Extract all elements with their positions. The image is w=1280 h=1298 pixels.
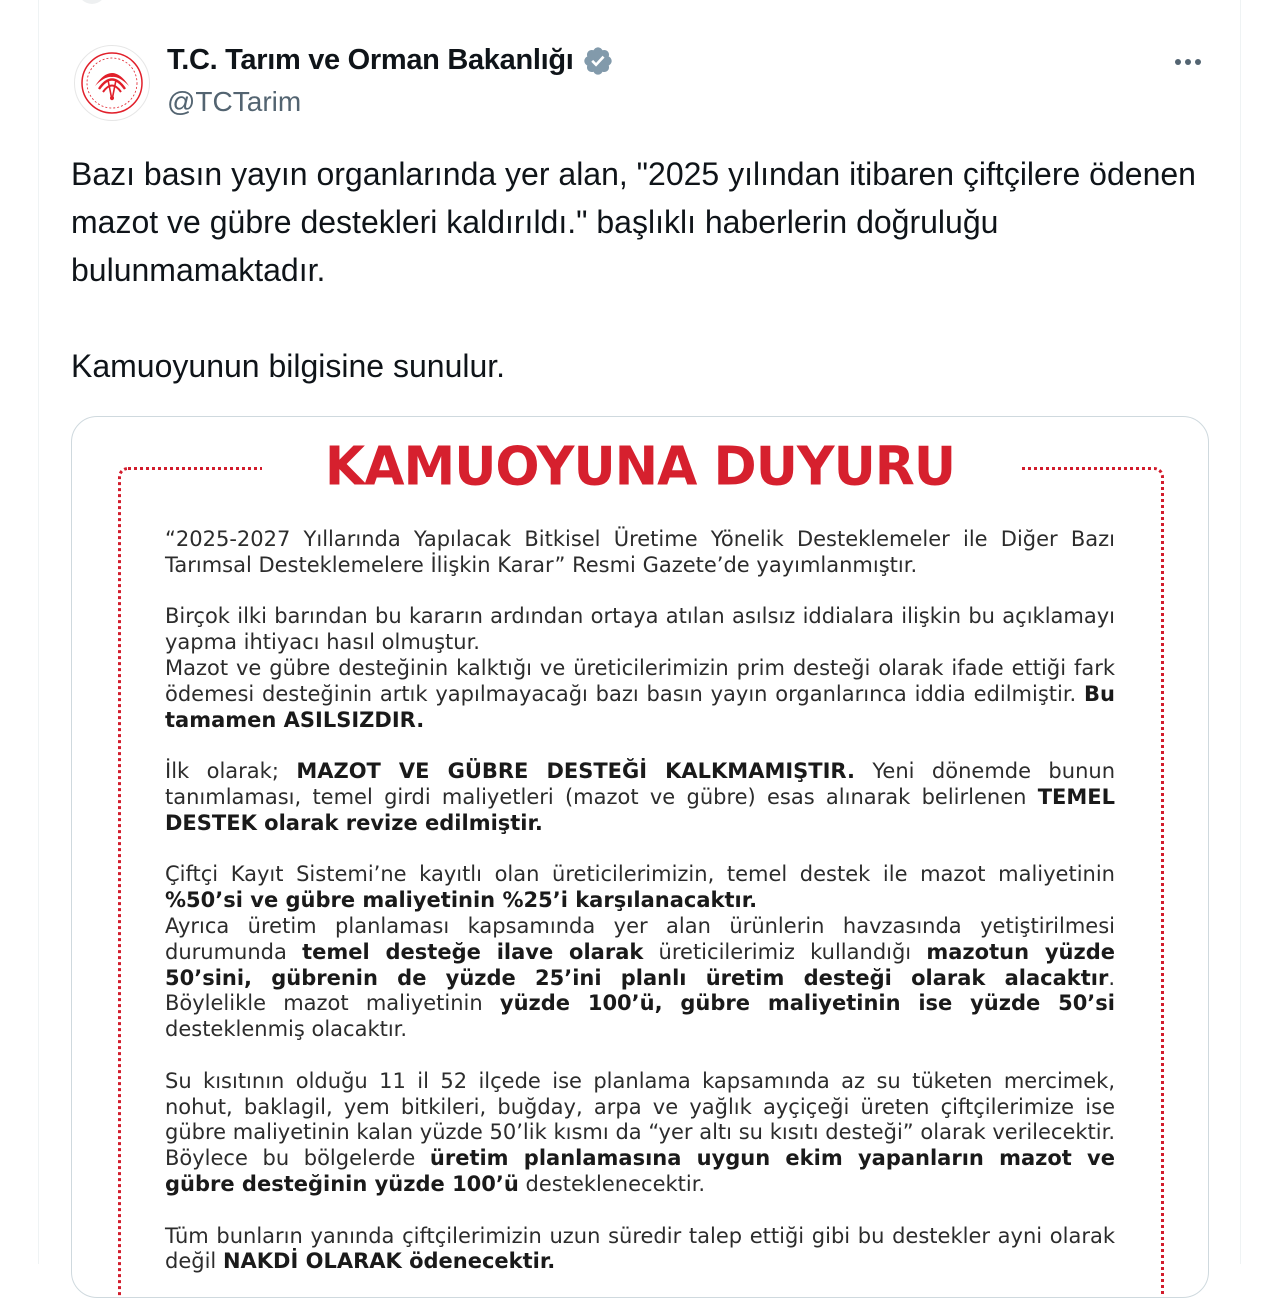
more-options-icon[interactable] [1168, 48, 1208, 76]
previous-item-edge [78, 0, 106, 4]
poster-paragraph [165, 862, 1115, 914]
poster-bold-text: üretim planlamasına uygun ekim yapanların mazot ve gübre desteğinin yüzde 100’ü [165, 1146, 1115, 1196]
poster-text: desteklenmiş olacaktır. [165, 1017, 408, 1042]
poster-text: Tüm bunların yanında çiftçilerimizin uzun süredir talep ettiği gibi bu destekler ayni olarak değil [165, 1223, 1115, 1274]
avatar[interactable] [74, 45, 150, 121]
poster-bold-text: %50’si ve gübre maliyetinin %25’i karşılanacaktır. [165, 888, 758, 913]
timeline-right-border [1240, 0, 1241, 1264]
tweet-paragraph: Kamuoyunun bilgisine sunulur. [71, 348, 506, 384]
ministry-logo-icon [75, 46, 149, 120]
poster-text: Yeni dönemde bunun tanımlaması, temel girdi maliyetleri (mazot ve gübre) esas alınarak belirlenen [165, 759, 1116, 809]
poster-paragraph [165, 914, 1115, 1043]
poster-paragraph [165, 759, 1115, 836]
poster-text: Mazot ve gübre desteğinin kalktığı ve üreticilerimizin prim desteği olarak ifade ettiği fark ödemesi desteğinin artık yapılmayacağı bazı basın yayın organlarınca iddia edilmiştir. [165, 655, 1115, 706]
poster-text: İlk olarak; [165, 759, 279, 784]
poster-bold-text: TEMEL DESTEK olarak revize edilmiştir. [165, 784, 1115, 835]
poster-bold-text: MAZOT VE GÜBRE DESTEĞİ KALKMAMIŞTIR. [296, 759, 855, 784]
poster-text: üreticilerimiz kullandığı [658, 939, 912, 964]
poster-title: KAMUOYUNA DUYURU [324, 436, 956, 498]
more-dot [1175, 59, 1181, 65]
more-dot [1185, 59, 1191, 65]
poster-text: . Böylelikle mazot maliyetinin [165, 965, 1115, 1016]
poster-bold-text: NAKDİ OLARAK ödenecektir. [222, 1249, 556, 1274]
display-name[interactable]: T.C. Tarım ve Orman Bakanlığı [167, 44, 574, 76]
poster-bold-text: yüzde 100’ü, gübre maliyetinin ise yüzde 50’si [499, 991, 1115, 1016]
poster-text: desteklenecektir. [525, 1171, 706, 1196]
poster-bold-text: Bu tamamen ASILSIZDIR. [165, 681, 1115, 732]
poster-text: Su kısıtının olduğu 11 il 52 ilçede ise planlama kapsamında az su tüketen mercimek, nohut, baklagil, yem bitkileri, buğday, arpa ve yağlık ayçiçeği üreten çiftçilerimize ise gübre maliyetinin kalan yüzde 50’lik kısmı da “yer altı su kısıtı desteği” olarak verilecektir. Böylece bu bölgelerde [165, 1068, 1115, 1171]
verified-badge-icon[interactable] [582, 45, 614, 77]
poster-paragraph: Birçok ilki barından bu kararın ardından ortaya atılan asılsız iddialara ilişkin bu açıklamayı yapma ihtiyacı hasıl olmuştur. [165, 604, 1115, 655]
poster-paragraph [165, 1224, 1115, 1276]
author-name-line [167, 44, 614, 77]
poster-body [165, 527, 1115, 1298]
tweet-text [71, 150, 1221, 390]
poster-paragraph [165, 656, 1115, 733]
tweet-paragraph: Bazı basın yayın organlarında yer alan, "2025 yılından itibaren çiftçilere ödenen mazot ve gübre destekleri kaldırıldı." başlıklı haberlerin doğruluğu bulunmamaktadır. [71, 156, 1196, 288]
poster-bold-text: temel desteğe ilave olarak [302, 939, 644, 964]
attached-image[interactable] [71, 416, 1209, 1298]
poster-paragraph: “2025-2027 Yıllarında Yapılacak Bitkisel Üretime Yönelik Desteklemeler ile Diğer Bazı Tarımsal Desteklemelere İlişkin Karar” Resmi Gazete’de yayımlanmıştır. [165, 527, 1115, 577]
poster-text: Çiftçi Kayıt Sistemi’ne kayıtlı olan üreticilerimizin, temel destek ile mazot maliyetinin [165, 862, 1115, 887]
poster-text: Ayrıca üretim planlaması kapsamında yer alan ürünlerin havzasında yetiştirilmesi durumunda [165, 913, 1115, 964]
user-handle[interactable]: @TCTarim [167, 86, 302, 117]
poster-bold-text: mazotun yüzde 50’sini, gübrenin de yüzde 25’ini planlı üretim desteği olarak alacaktır [165, 939, 1115, 990]
timeline-left-border [38, 0, 39, 1264]
poster-paragraph [165, 1069, 1115, 1198]
more-dot [1195, 59, 1201, 65]
